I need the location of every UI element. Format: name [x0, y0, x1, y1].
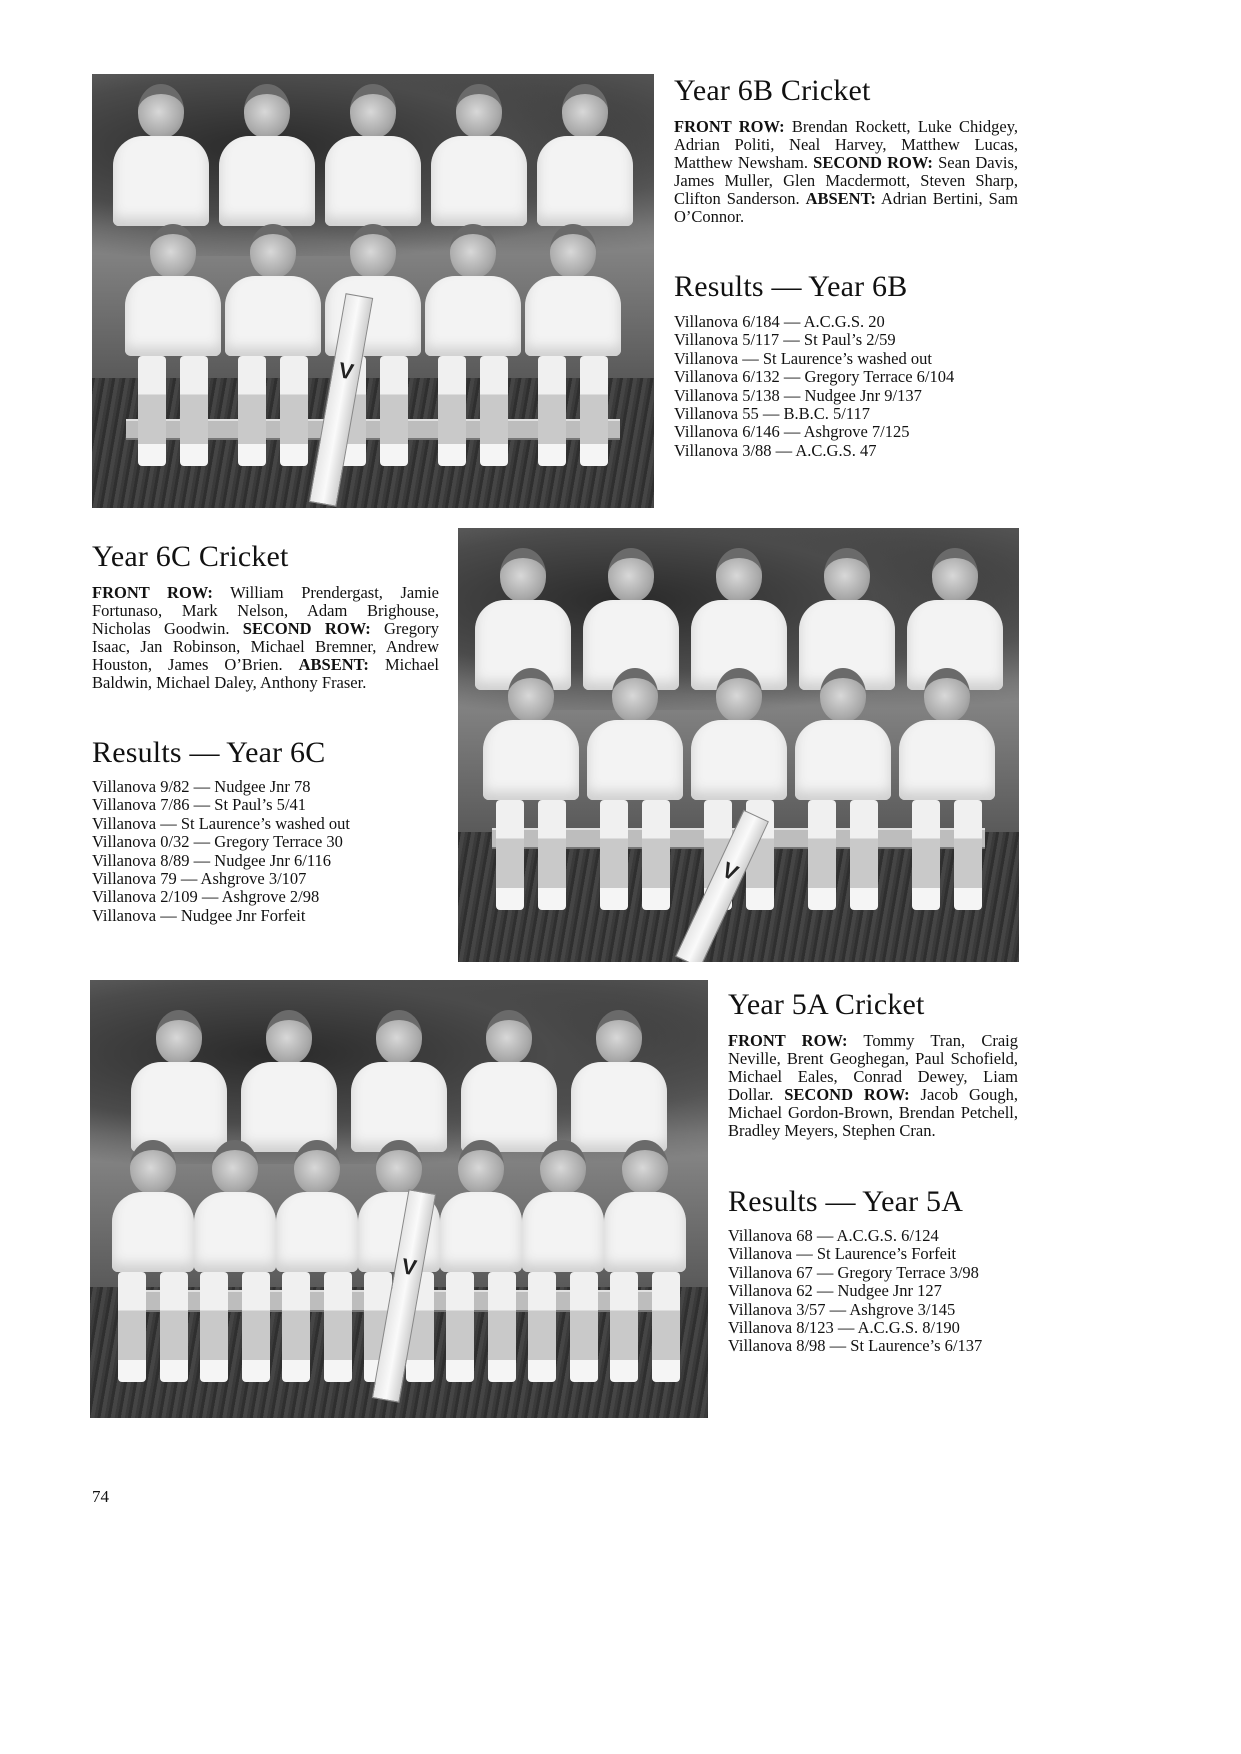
section-title-5a: Year 5A Cricket	[728, 988, 925, 1021]
results-list-5a	[728, 1227, 982, 1356]
result-item: Villanova 5/117 — St Paul’s 2/59	[674, 330, 896, 350]
result-item: Villanova 5/138 — Nudgee Jnr 9/137	[674, 385, 922, 405]
section-title-6b: Year 6B Cricket	[674, 74, 871, 107]
cricket-bat: V	[309, 293, 373, 507]
result-item: Villanova — Nudgee Jnr Forfeit	[92, 905, 306, 925]
results-title-5a: Results — Year 5A	[728, 1185, 964, 1218]
result-item: Villanova — St Laurence’s washed out	[674, 348, 932, 368]
results-list-6b	[674, 313, 954, 460]
result-item: Villanova 0/32 — Gregory Terrace 30	[92, 832, 343, 852]
team-photo-6b	[92, 74, 654, 508]
results-title-6b: Results — Year 6B	[674, 270, 908, 303]
cricket-bat: V	[675, 810, 769, 962]
team-photo-5a	[90, 980, 708, 1418]
result-item: Villanova 67 — Gregory Terrace 3/98	[728, 1262, 979, 1282]
results-title-6c: Results — Year 6C	[92, 736, 326, 769]
result-item: Villanova 6/184 — A.C.G.S. 20	[674, 312, 885, 331]
caption-6b: FRONT ROW: Brendan Rockett, Luke Chidgey, Adrian Politi, Neal Harvey, Matthew Lucas, Matthew Newsham. SECOND ROW: Sean Davis, James Muller, Glen Macdermott, Steven Sharp, Clifton Sanderson. ABSENT: Adrian Bertini, Sam O’Connor.	[674, 117, 1018, 226]
result-item: Villanova 68 — A.C.G.S. 6/124	[728, 1226, 939, 1245]
results-list-6c	[92, 778, 350, 925]
result-item: Villanova 3/57 — Ashgrove 3/145	[728, 1299, 956, 1319]
page-number: 74	[92, 1487, 109, 1506]
result-item: Villanova 3/88 — A.C.G.S. 47	[674, 440, 877, 460]
result-item: Villanova — St Laurence’s washed out	[92, 813, 350, 833]
result-item: Villanova 6/146 — Ashgrove 7/125	[674, 422, 910, 442]
result-item: Villanova 79 — Ashgrove 3/107	[92, 869, 307, 889]
result-item: Villanova 62 — Nudgee Jnr 127	[728, 1281, 942, 1301]
result-item: Villanova 7/86 — St Paul’s 5/41	[92, 795, 306, 815]
caption-5a: FRONT ROW: Tommy Tran, Craig Neville, Brent Geoghegan, Paul Schofield, Michael Eales, Conrad Dewey, Liam Dollar. SECOND ROW: Jacob Gough, Michael Gordon-Brown, Brendan Petchell, Bradley Meyers, Stephen Cran.	[728, 1031, 1018, 1140]
section-title-6c: Year 6C Cricket	[92, 540, 289, 573]
cricket-bat: V	[372, 1189, 436, 1403]
caption-6c: FRONT ROW: William Prendergast, Jamie Fortunaso, Mark Nelson, Adam Brighouse, Nicholas Goodwin. SECOND ROW: Gregory Isaac, Jan Robinson, Michael Bremner, Andrew Houston, James O’Brien. ABSENT: Michael Baldwin, Michael Daley, Anthony Fraser.	[92, 583, 439, 692]
result-item: Villanova 8/98 — St Laurence’s 6/137	[728, 1336, 983, 1356]
result-item: Villanova 2/109 — Ashgrove 2/98	[92, 887, 320, 907]
result-item: Villanova 8/89 — Nudgee Jnr 6/116	[92, 850, 331, 870]
result-item: Villanova 55 — B.B.C. 5/117	[674, 404, 870, 424]
result-item: Villanova 6/132 — Gregory Terrace 6/104	[674, 367, 955, 387]
result-item: Villanova 8/123 — A.C.G.S. 8/190	[728, 1318, 960, 1338]
result-item: Villanova — St Laurence’s Forfeit	[728, 1244, 957, 1264]
team-photo-6c	[458, 528, 1019, 962]
result-item: Villanova 9/82 — Nudgee Jnr 78	[92, 777, 311, 796]
